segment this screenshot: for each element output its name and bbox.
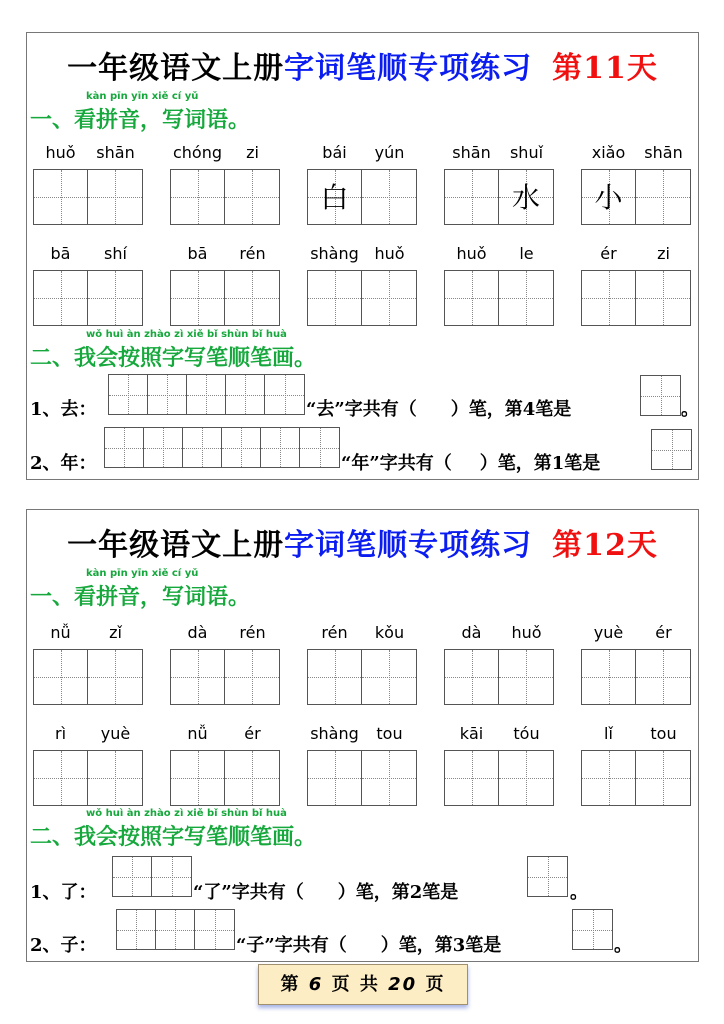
title-subject: 字词笔顺专项练习 bbox=[284, 528, 533, 563]
pinyin: tou bbox=[650, 724, 677, 743]
title-day: 第11天 bbox=[552, 51, 658, 86]
answer-box[interactable] bbox=[640, 375, 681, 416]
writing-grid[interactable] bbox=[581, 649, 691, 705]
stroke-item bbox=[30, 395, 97, 421]
writing-grid[interactable] bbox=[444, 169, 554, 225]
writing-grid[interactable] bbox=[307, 270, 417, 326]
answer-box[interactable] bbox=[651, 429, 692, 470]
writing-grid[interactable] bbox=[444, 270, 554, 326]
pinyin: xiǎo bbox=[591, 143, 626, 162]
worksheet-day-11 bbox=[26, 32, 699, 480]
pinyin: shàng bbox=[310, 244, 359, 263]
question-text: ）笔，第4笔是 bbox=[450, 399, 572, 420]
pinyin: ér bbox=[244, 724, 261, 743]
writing-grid[interactable] bbox=[581, 270, 691, 326]
stroke-item bbox=[30, 449, 97, 475]
pinyin: nǚ bbox=[50, 623, 71, 642]
writing-grid[interactable] bbox=[444, 750, 554, 806]
given-character: 白 bbox=[320, 181, 349, 215]
question-text: ）笔，第3笔是 bbox=[380, 935, 502, 956]
section-2-pinyin: wǒ huì àn zhào zì xiě bǐ shùn bǐ huà bbox=[86, 329, 287, 340]
pinyin: zǐ bbox=[109, 623, 122, 642]
writing-grid[interactable] bbox=[581, 750, 691, 806]
pinyin: shuǐ bbox=[509, 143, 544, 162]
stroke-grid[interactable] bbox=[112, 856, 192, 897]
pinyin: bā bbox=[50, 244, 71, 263]
section-2-heading bbox=[30, 808, 316, 851]
pinyin: ér bbox=[600, 244, 617, 263]
punctuation: 。 bbox=[614, 935, 632, 956]
question-text: ）笔，第1笔是 bbox=[479, 453, 601, 474]
writing-grid[interactable] bbox=[307, 169, 417, 225]
pinyin: yuè bbox=[593, 623, 624, 642]
pinyin: kāi bbox=[459, 724, 484, 743]
section-1-title: 一、看拼音，写词语。 bbox=[30, 584, 251, 610]
stroke-question bbox=[193, 878, 458, 904]
pinyin: tóu bbox=[513, 724, 540, 743]
section-1-pinyin: kàn pīn yīn xiě cí yǔ bbox=[86, 568, 199, 579]
writing-grid[interactable] bbox=[307, 649, 417, 705]
pinyin: shān bbox=[644, 143, 683, 162]
question-text: “年”字共有（ bbox=[341, 453, 452, 474]
writing-grid[interactable] bbox=[33, 750, 143, 806]
current-page: 6 bbox=[308, 974, 324, 995]
section-2-title: 二、我会按照字写笔顺笔画。 bbox=[30, 345, 317, 371]
pinyin: rén bbox=[239, 244, 266, 263]
pinyin: zi bbox=[657, 244, 670, 263]
period bbox=[570, 878, 588, 904]
section-1-pinyin: kàn pīn yīn xiě cí yǔ bbox=[86, 91, 199, 102]
punctuation: 。 bbox=[570, 882, 588, 903]
pinyin: lǐ bbox=[604, 724, 613, 743]
title-grade: 一年级语文上册 bbox=[67, 51, 285, 86]
pinyin: rén bbox=[321, 623, 348, 642]
pinyin: shí bbox=[104, 244, 127, 263]
section-1-heading bbox=[30, 91, 250, 134]
writing-grid[interactable] bbox=[444, 649, 554, 705]
pinyin: le bbox=[519, 244, 534, 263]
pinyin: nǚ bbox=[187, 724, 208, 743]
writing-grid[interactable] bbox=[33, 270, 143, 326]
stroke-question bbox=[341, 449, 600, 475]
item-label: 2、子： bbox=[30, 935, 97, 956]
worksheet-day-12 bbox=[26, 509, 699, 962]
item-label: 1、去： bbox=[30, 399, 97, 420]
total-pages: 20 bbox=[388, 974, 418, 995]
item-label: 2、年： bbox=[30, 453, 97, 474]
stroke-item bbox=[30, 878, 97, 904]
stroke-grid[interactable] bbox=[104, 427, 340, 468]
worksheet-title bbox=[27, 520, 698, 564]
writing-grid[interactable] bbox=[170, 270, 280, 326]
period bbox=[614, 931, 632, 957]
section-2-title: 二、我会按照字写笔顺笔画。 bbox=[30, 824, 317, 850]
stroke-question bbox=[236, 931, 501, 957]
writing-grid[interactable] bbox=[170, 750, 280, 806]
pinyin: ér bbox=[655, 623, 672, 642]
pinyin: shàng bbox=[310, 724, 359, 743]
question-text: ）笔，第2笔是 bbox=[337, 882, 459, 903]
pinyin: huǒ bbox=[45, 143, 76, 162]
pinyin: kǒu bbox=[374, 623, 405, 642]
answer-box[interactable] bbox=[527, 856, 568, 897]
question-text: “去”字共有（ bbox=[306, 399, 417, 420]
question-text: “子”字共有（ bbox=[236, 935, 347, 956]
pinyin: bái bbox=[322, 143, 347, 162]
section-2-pinyin: wǒ huì àn zhào zì xiě bǐ shùn bǐ huà bbox=[86, 808, 287, 819]
pinyin: tou bbox=[376, 724, 403, 743]
pinyin: dà bbox=[187, 623, 208, 642]
pinyin: rén bbox=[239, 623, 266, 642]
stroke-grid[interactable] bbox=[108, 374, 305, 415]
pinyin: rì bbox=[54, 724, 67, 743]
stroke-item bbox=[30, 931, 97, 957]
pinyin: huǒ bbox=[374, 244, 405, 263]
pinyin: shān bbox=[96, 143, 135, 162]
pinyin: huǒ bbox=[456, 244, 487, 263]
answer-box[interactable] bbox=[572, 909, 613, 950]
writing-grid[interactable] bbox=[307, 750, 417, 806]
stroke-grid[interactable] bbox=[116, 909, 235, 950]
writing-grid[interactable] bbox=[33, 649, 143, 705]
section-2-heading bbox=[30, 329, 316, 372]
pinyin: zi bbox=[246, 143, 259, 162]
page-middle: 页 共 bbox=[331, 974, 380, 995]
pinyin: bā bbox=[187, 244, 208, 263]
pinyin: dà bbox=[461, 623, 482, 642]
title-day: 第12天 bbox=[552, 528, 658, 563]
page-indicator bbox=[258, 964, 468, 1005]
section-1-heading bbox=[30, 568, 250, 611]
stroke-question bbox=[306, 395, 571, 421]
title-subject: 字词笔顺专项练习 bbox=[284, 51, 533, 86]
writing-grid[interactable] bbox=[170, 169, 280, 225]
title-grade: 一年级语文上册 bbox=[67, 528, 285, 563]
pinyin: yuè bbox=[100, 724, 131, 743]
pinyin: huǒ bbox=[511, 623, 542, 642]
section-1-title: 一、看拼音，写词语。 bbox=[30, 107, 251, 133]
question-text: “了”字共有（ bbox=[193, 882, 304, 903]
page-prefix: 第 bbox=[280, 974, 301, 995]
pinyin: shān bbox=[452, 143, 491, 162]
pinyin: yún bbox=[374, 143, 405, 162]
page-suffix: 页 bbox=[425, 974, 446, 995]
writing-grid[interactable] bbox=[170, 649, 280, 705]
item-label: 1、了： bbox=[30, 882, 97, 903]
period bbox=[681, 395, 699, 421]
writing-grid[interactable] bbox=[581, 169, 691, 225]
punctuation: 。 bbox=[681, 399, 699, 420]
writing-grid[interactable] bbox=[33, 169, 143, 225]
worksheet-title bbox=[27, 43, 698, 87]
pinyin: chóng bbox=[172, 143, 223, 162]
given-character: 水 bbox=[511, 181, 540, 215]
given-character: 小 bbox=[594, 181, 623, 215]
